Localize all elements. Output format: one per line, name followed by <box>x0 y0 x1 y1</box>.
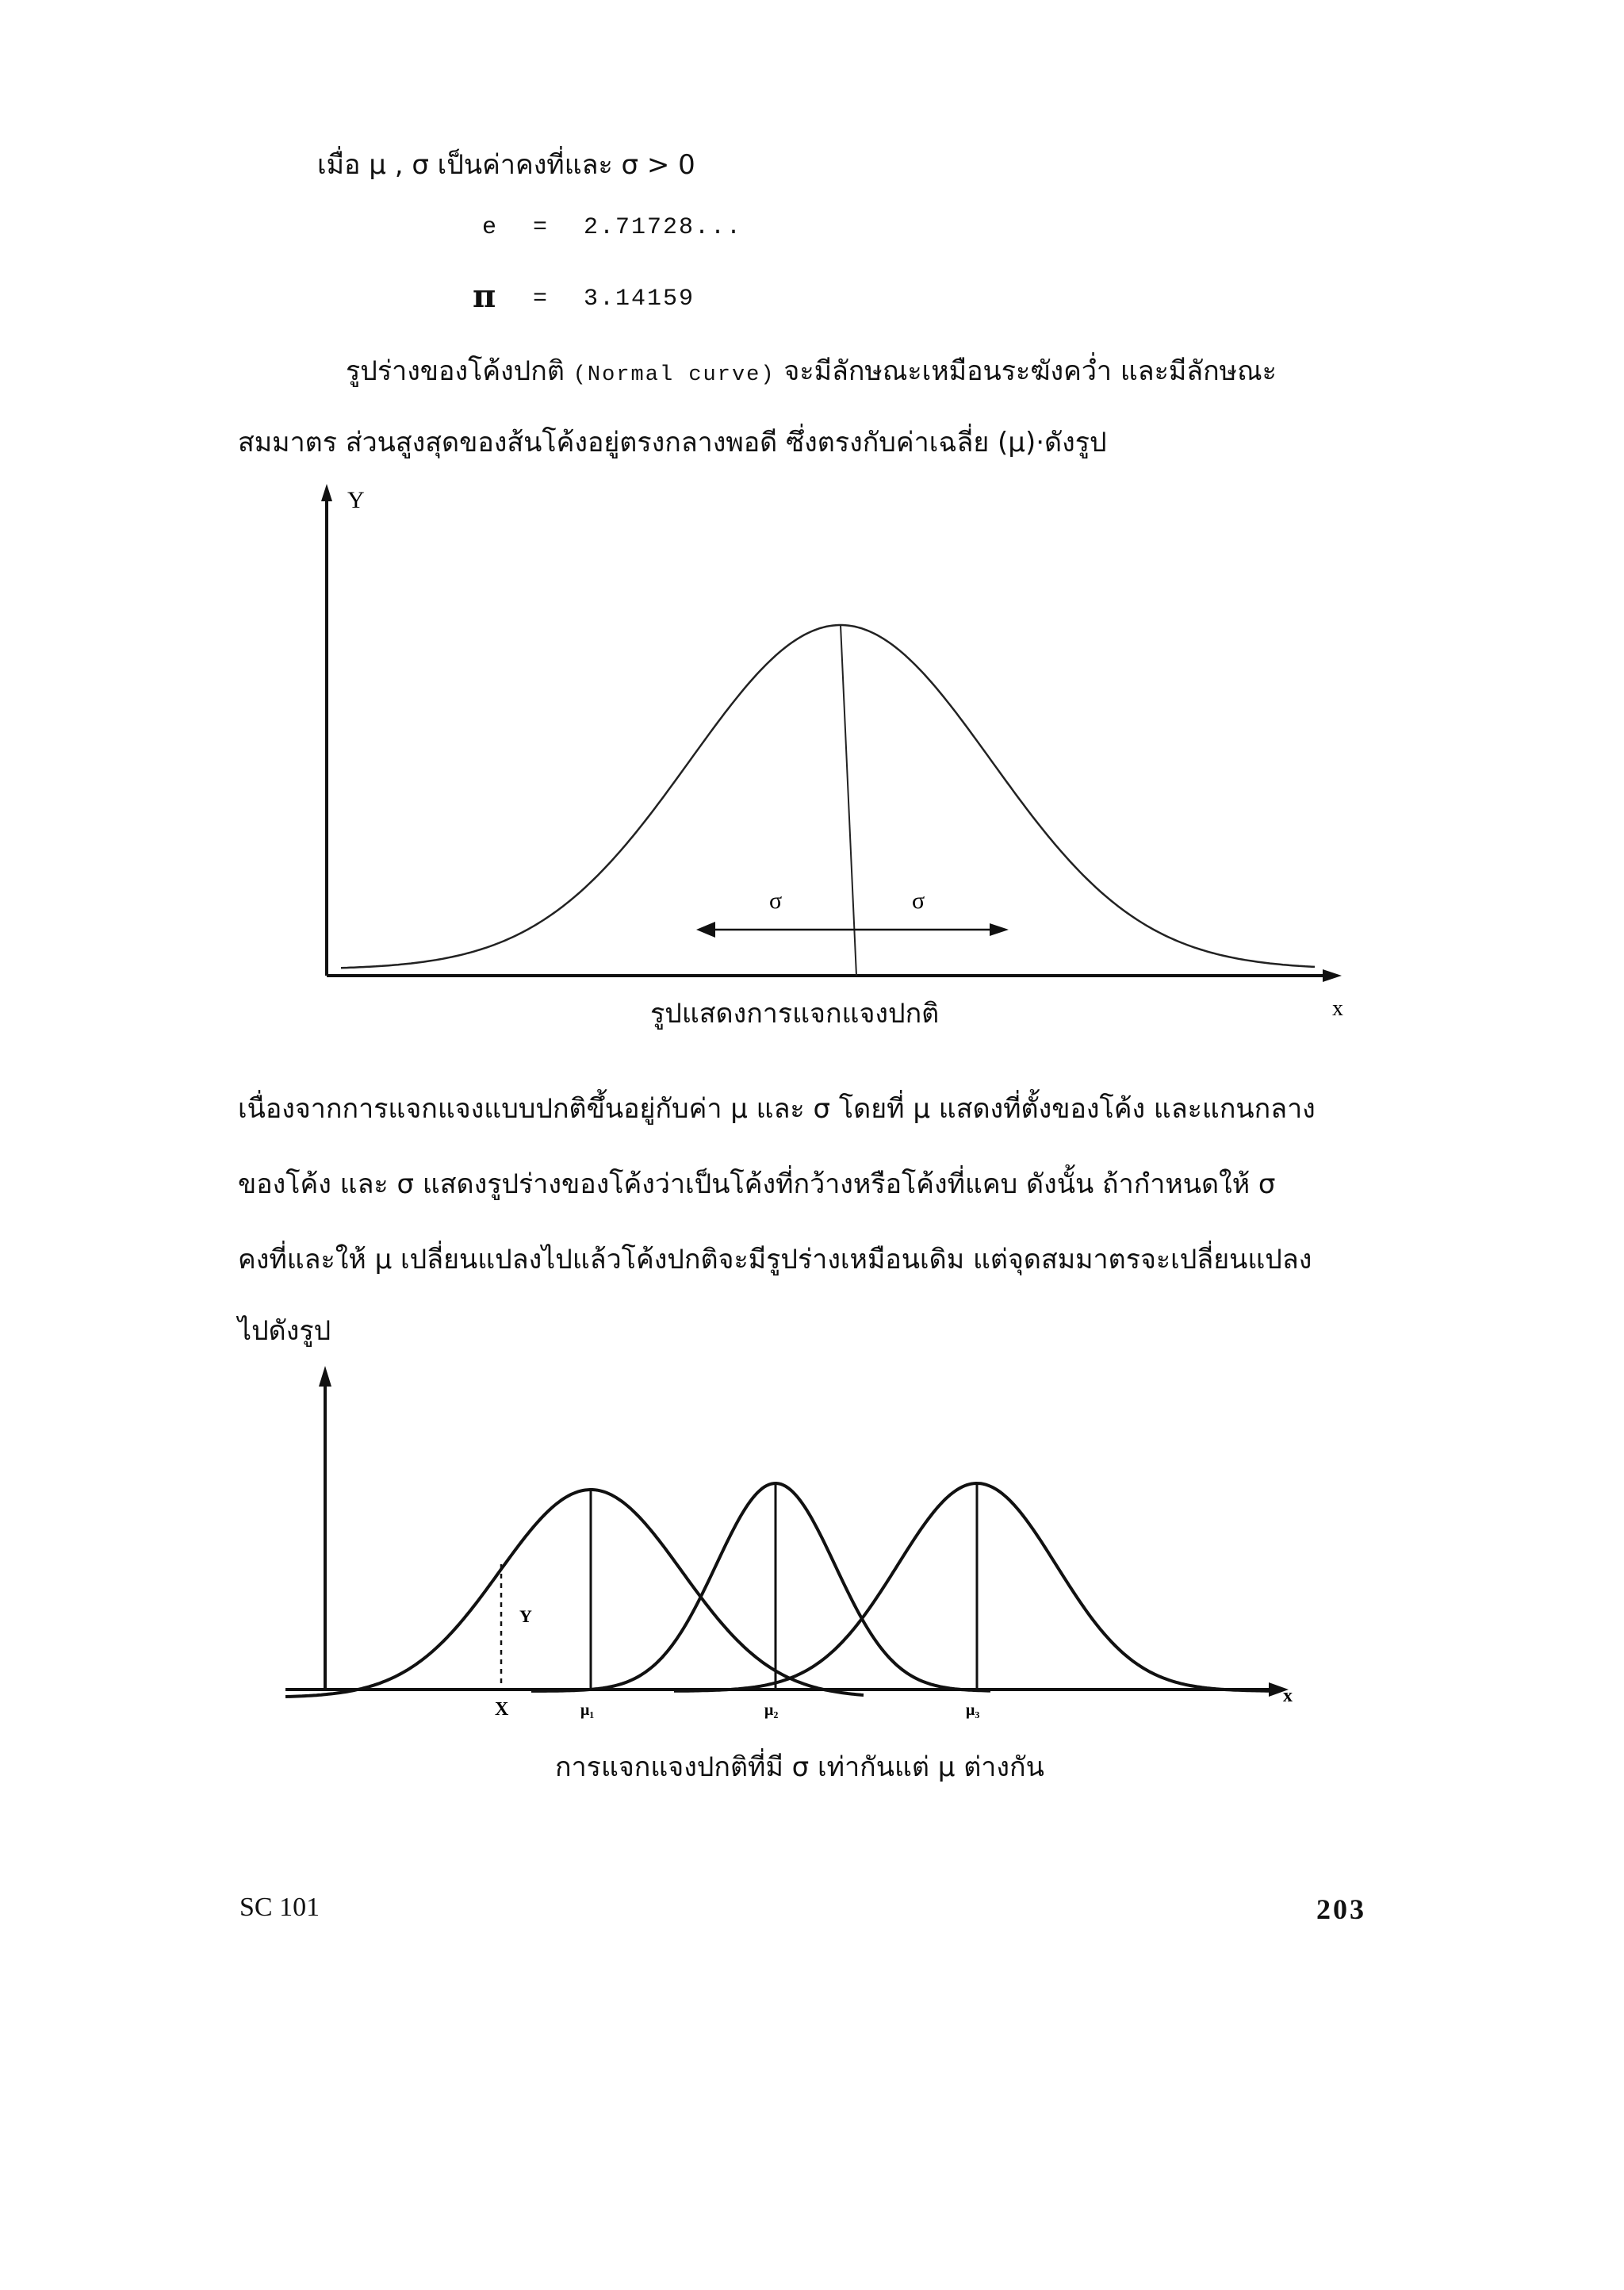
para1-text-c: จะมีลักษณะเหมือนระฆังคว่ำ และมีลักษณะ <box>783 355 1277 387</box>
sigma-right-label: σ <box>912 888 925 914</box>
para1-line2: สมมาตร ส่วนสูงสุดของส้นโค้งอยู่ตรงกลางพอดี ซึ่งตรงกับค่าเฉลี่ย (μ)·ดังรูป <box>238 427 1107 458</box>
para2-line4: ไปดังรูป <box>238 1315 331 1347</box>
page-number: 203 <box>1316 1893 1366 1925</box>
mu1-label: μ₁ <box>580 1701 595 1719</box>
shifted-curves-figure <box>278 1356 1324 1729</box>
para2-line2: ของโค้ง และ σ แสดงรูปร่างของโค้งว่าเป็นโค้งที่กว้างหรือโค้งที่แคบ ดังนั้น ถ้ากำหนดให้ σ <box>238 1168 1276 1200</box>
x-axis-arrow <box>1323 969 1342 982</box>
y-axis-arrow-2 <box>319 1366 331 1387</box>
course-code: SC 101 <box>239 1893 320 1922</box>
mu2-label: μ₂ <box>764 1701 779 1719</box>
mu3-label: μ₃ <box>966 1701 980 1719</box>
figure2-caption: การแจกแจงปกติที่มี σ เท่ากันแต่ μ ต่างกัน <box>555 1751 1044 1783</box>
mean-line <box>841 625 856 976</box>
normal-curve <box>341 625 1315 968</box>
e-equals: = <box>533 214 550 241</box>
curve-mu1 <box>285 1490 864 1697</box>
condition-line: เมื่อ μ , σ เป็นค่าคงที่และ σ > 0 <box>317 149 695 181</box>
y-value-label: Y <box>519 1606 532 1626</box>
pi-symbol: π <box>473 278 496 315</box>
sigma-arrow-right <box>990 923 1009 936</box>
pi-value: 3.14159 <box>584 286 695 313</box>
pi-equals: = <box>533 286 550 313</box>
y-axis-label: Y <box>347 487 365 513</box>
x-point-label: X <box>495 1699 509 1720</box>
sigma-arrow-left <box>696 922 715 938</box>
figure1-caption: รูปแสดงการแจกแจงปกติ <box>650 998 940 1030</box>
x-axis-label: x <box>1332 996 1343 1021</box>
sigma-left-label: σ <box>769 888 783 914</box>
e-label: e <box>482 214 499 241</box>
para1-text-a: รูปร่างของโค้งปกติ <box>346 355 565 387</box>
y-axis-arrow <box>321 484 332 501</box>
para1-normal-curve: (Normal curve) <box>573 363 776 387</box>
para2-line3: คงที่และให้ μ เปลี่ยนแปลงไปแล้วโค้งปกติจะมีรูปร่างเหมือนเดิม แต่จุดสมมาตรจะเปลี่ยนแปลง <box>238 1244 1312 1275</box>
curve-mu3 <box>674 1483 1269 1691</box>
para1-line1 <box>346 349 1277 392</box>
x-axis-label-2: x <box>1283 1686 1293 1706</box>
para2-line1: เนื่องจากการแจกแจงแบบปกติขึ้นอยู่กับค่า μ และ σ โดยที่ μ แสดงที่ตั้งของโค้ง และแกนกลาง <box>238 1093 1316 1125</box>
normal-curve-figure <box>301 476 1372 1031</box>
e-value: 2.71728... <box>584 214 743 241</box>
